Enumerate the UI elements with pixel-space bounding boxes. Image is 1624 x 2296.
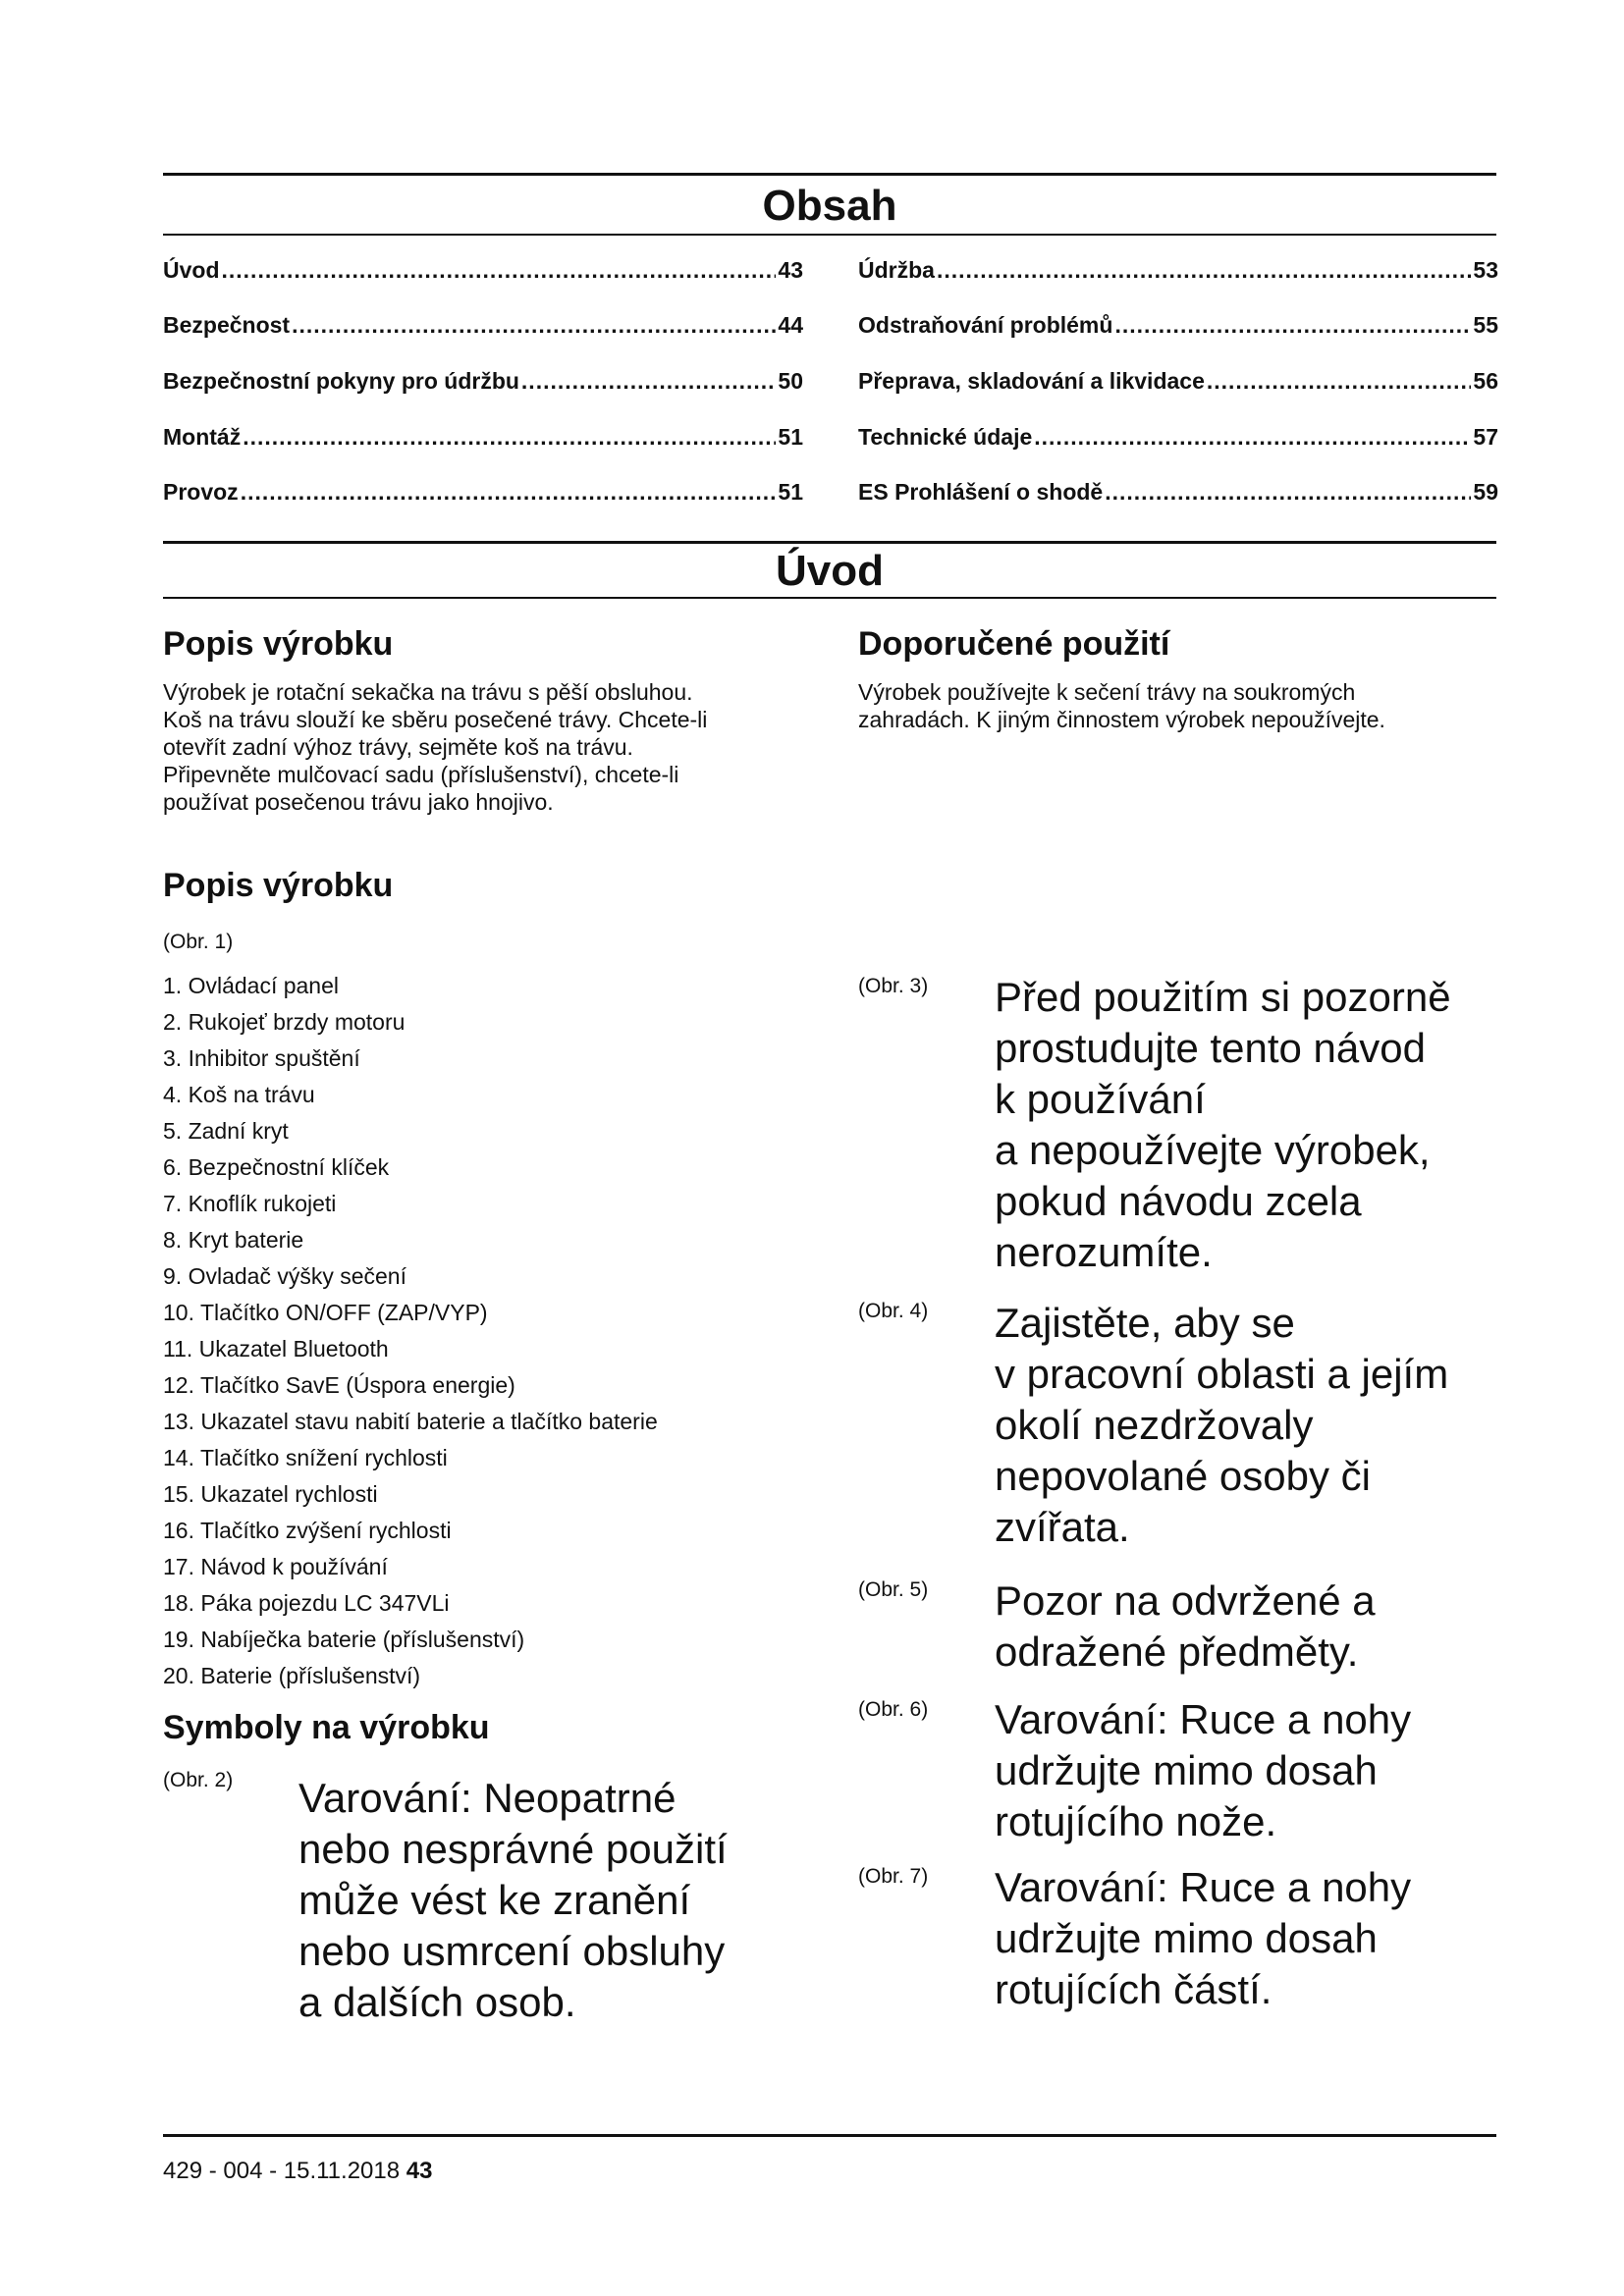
toc-entry-page: 43	[778, 257, 803, 283]
toc-entry-label: Odstraňování problémů	[858, 312, 1113, 338]
toc-entry-label: Údržba	[858, 257, 935, 283]
toc-entry-label: Technické údaje	[858, 424, 1033, 450]
figure-ref: (Obr. 4)	[858, 1300, 929, 1322]
text-line: a dalších osob.	[298, 1979, 576, 2025]
toc-entry-page: 56	[1473, 368, 1498, 394]
symbol-warning-text	[995, 972, 1505, 1278]
toc-entry-label: Montáž	[163, 424, 242, 450]
figure-ref: (Obr. 6)	[858, 1698, 929, 1721]
list-item: 4. Koš na trávu	[163, 1082, 315, 1107]
toc-dot-leader	[1034, 422, 1471, 452]
list-item: 11. Ukazatel Bluetooth	[163, 1336, 389, 1362]
symbols-heading: Symboly na výrobku	[163, 1709, 490, 1746]
text-line: nepovolané osoby či	[995, 1453, 1371, 1499]
text-line: Varování: Ruce a nohy	[995, 1696, 1412, 1742]
product-overview-heading: Popis výrobku	[163, 867, 394, 904]
text-line: Výrobek používejte k sečení trávy na soukromých	[858, 679, 1356, 705]
toc-entry-page: 51	[778, 424, 803, 450]
text-line: pokud návodu zcela	[995, 1178, 1362, 1224]
symbol-warning-text	[995, 1862, 1505, 2015]
text-line: Varování: Neopatrné	[298, 1775, 677, 1821]
toc-entry[interactable]	[163, 366, 803, 396]
list-item: 7. Knoflík rukojeti	[163, 1191, 337, 1216]
text-line: nebo nesprávné použití	[298, 1826, 728, 1872]
toc-entry-page: 44	[778, 312, 803, 338]
text-line: Před použitím si pozorně	[995, 974, 1451, 1020]
product-description-heading: Popis výrobku	[163, 625, 394, 663]
intro-top-rule	[163, 541, 1496, 544]
toc-entry-label: Provoz	[163, 479, 239, 505]
figure-ref: (Obr. 7)	[858, 1865, 929, 1888]
list-item: 17. Návod k používání	[163, 1554, 388, 1579]
toc-entry[interactable]	[858, 310, 1498, 340]
text-line: Výrobek je rotační sekačka na trávu s pěší obsluhou.	[163, 679, 693, 705]
list-item: 8. Kryt baterie	[163, 1227, 304, 1253]
text-line: Pozor na odvržené a	[995, 1577, 1376, 1624]
symbol-warning-text	[995, 1575, 1505, 1678]
text-line: zahradách. K jiným činnostem výrobek nepoužívejte.	[858, 707, 1385, 732]
text-line: používat posečenou trávu jako hnojivo.	[163, 789, 554, 815]
text-line: může vést ke zranění	[298, 1877, 691, 1923]
toc-entry-label: ES Prohlášení o shodě	[858, 479, 1104, 505]
text-line: v pracovní oblasti a jejím	[995, 1351, 1449, 1397]
figure-ref: (Obr. 2)	[163, 1769, 234, 1791]
text-line: udržujte mimo dosah	[995, 1915, 1378, 1961]
list-item: 12. Tlačítko SavE (Úspora energie)	[163, 1372, 515, 1398]
toc-entry-page: 53	[1473, 257, 1498, 283]
text-line: odražené předměty.	[995, 1629, 1359, 1675]
toc-entry[interactable]	[858, 422, 1498, 452]
figure-ref: (Obr. 1)	[163, 931, 234, 953]
toc-dot-leader	[521, 366, 776, 396]
list-item: 3. Inhibitor spuštění	[163, 1045, 360, 1071]
toc-entry[interactable]	[163, 255, 803, 285]
toc-entry-label: Bezpečnostní pokyny pro údržbu	[163, 368, 519, 394]
toc-dot-leader	[241, 477, 777, 507]
text-line: Koš na trávu slouží ke sběru posečené trávy. Chcete-li	[163, 707, 708, 732]
toc-entry[interactable]	[858, 366, 1498, 396]
list-item: 5. Zadní kryt	[163, 1118, 289, 1144]
figure-ref: (Obr. 3)	[858, 975, 929, 997]
text-line: otevřít zadní výhoz trávy, sejměte koš na trávu.	[163, 734, 633, 760]
text-line: rotujících částí.	[995, 1966, 1272, 2012]
intro-title-rule	[163, 597, 1496, 599]
text-line: rotujícího nože.	[995, 1798, 1277, 1844]
toc-entry-page: 50	[778, 368, 803, 394]
toc-entry-page: 55	[1473, 312, 1498, 338]
intended-use-text	[858, 678, 1496, 733]
page-number: 43	[406, 2158, 433, 2184]
toc-entry[interactable]	[163, 422, 803, 452]
toc-dot-leader	[1207, 366, 1472, 396]
toc-entry[interactable]	[163, 477, 803, 507]
toc-dot-leader	[222, 255, 777, 285]
toc-title: Obsah	[762, 182, 897, 230]
list-item: 15. Ukazatel rychlosti	[163, 1481, 378, 1507]
text-line: zvířata.	[995, 1504, 1130, 1550]
symbol-warning-text	[995, 1694, 1505, 1847]
intended-use-heading: Doporučené použití	[858, 625, 1170, 663]
doc-code: 429 - 004 - 15.11.2018	[163, 2158, 406, 2184]
list-item: 9. Ovladač výšky sečení	[163, 1263, 406, 1289]
toc-entry-page: 57	[1473, 424, 1498, 450]
text-line: prostudujte tento návod	[995, 1025, 1426, 1071]
figure-ref: (Obr. 5)	[858, 1578, 929, 1601]
toc-entry[interactable]	[858, 477, 1498, 507]
toc-entry[interactable]	[858, 255, 1498, 285]
symbol-warning-text	[298, 1773, 829, 2028]
toc-entry-page: 59	[1473, 479, 1498, 505]
text-line: nerozumíte.	[995, 1229, 1213, 1275]
text-line: Připevněte mulčovací sadu (příslušenství), chcete-li	[163, 762, 679, 787]
toc-entry-label: Přeprava, skladování a likvidace	[858, 368, 1205, 394]
toc-top-rule	[163, 173, 1496, 176]
list-item: 10. Tlačítko ON/OFF (ZAP/VYP)	[163, 1300, 488, 1325]
text-line: a nepoužívejte výrobek,	[995, 1127, 1431, 1173]
list-item: 6. Bezpečnostní klíček	[163, 1154, 390, 1180]
product-description-text	[163, 678, 811, 816]
toc-dot-leader	[292, 310, 776, 340]
footer-rule	[163, 2134, 1496, 2137]
text-line: okolí nezdržovaly	[995, 1402, 1314, 1448]
toc-entry[interactable]	[163, 310, 803, 340]
toc-dot-leader	[243, 422, 776, 452]
text-line: nebo usmrcení obsluhy	[298, 1928, 726, 1974]
toc-dot-leader	[1114, 310, 1471, 340]
toc-entry-page: 51	[778, 479, 803, 505]
list-item: 19. Nabíječka baterie (příslušenství)	[163, 1627, 525, 1652]
list-item: 1. Ovládací panel	[163, 973, 340, 998]
product-parts-list	[163, 968, 658, 1694]
list-item: 14. Tlačítko snížení rychlosti	[163, 1445, 448, 1470]
list-item: 18. Páka pojezdu LC 347VLi	[163, 1590, 450, 1616]
list-item: 16. Tlačítko zvýšení rychlosti	[163, 1518, 452, 1543]
symbol-warning-text	[995, 1298, 1505, 1553]
text-line: k používání	[995, 1076, 1206, 1122]
toc-entry-label: Bezpečnost	[163, 312, 291, 338]
toc-entry-label: Úvod	[163, 257, 220, 283]
list-item: 20. Baterie (příslušenství)	[163, 1663, 421, 1688]
intro-title: Úvod	[776, 547, 884, 595]
toc-title-rule	[163, 234, 1496, 236]
page-footer	[163, 2157, 432, 2186]
text-line: udržujte mimo dosah	[995, 1747, 1378, 1793]
toc-dot-leader	[1105, 477, 1471, 507]
text-line: Varování: Ruce a nohy	[995, 1864, 1412, 1910]
text-line: Zajistěte, aby se	[995, 1300, 1295, 1346]
list-item: 13. Ukazatel stavu nabití baterie a tlačítko baterie	[163, 1409, 658, 1434]
list-item: 2. Rukojeť brzdy motoru	[163, 1009, 406, 1035]
toc-dot-leader	[937, 255, 1471, 285]
